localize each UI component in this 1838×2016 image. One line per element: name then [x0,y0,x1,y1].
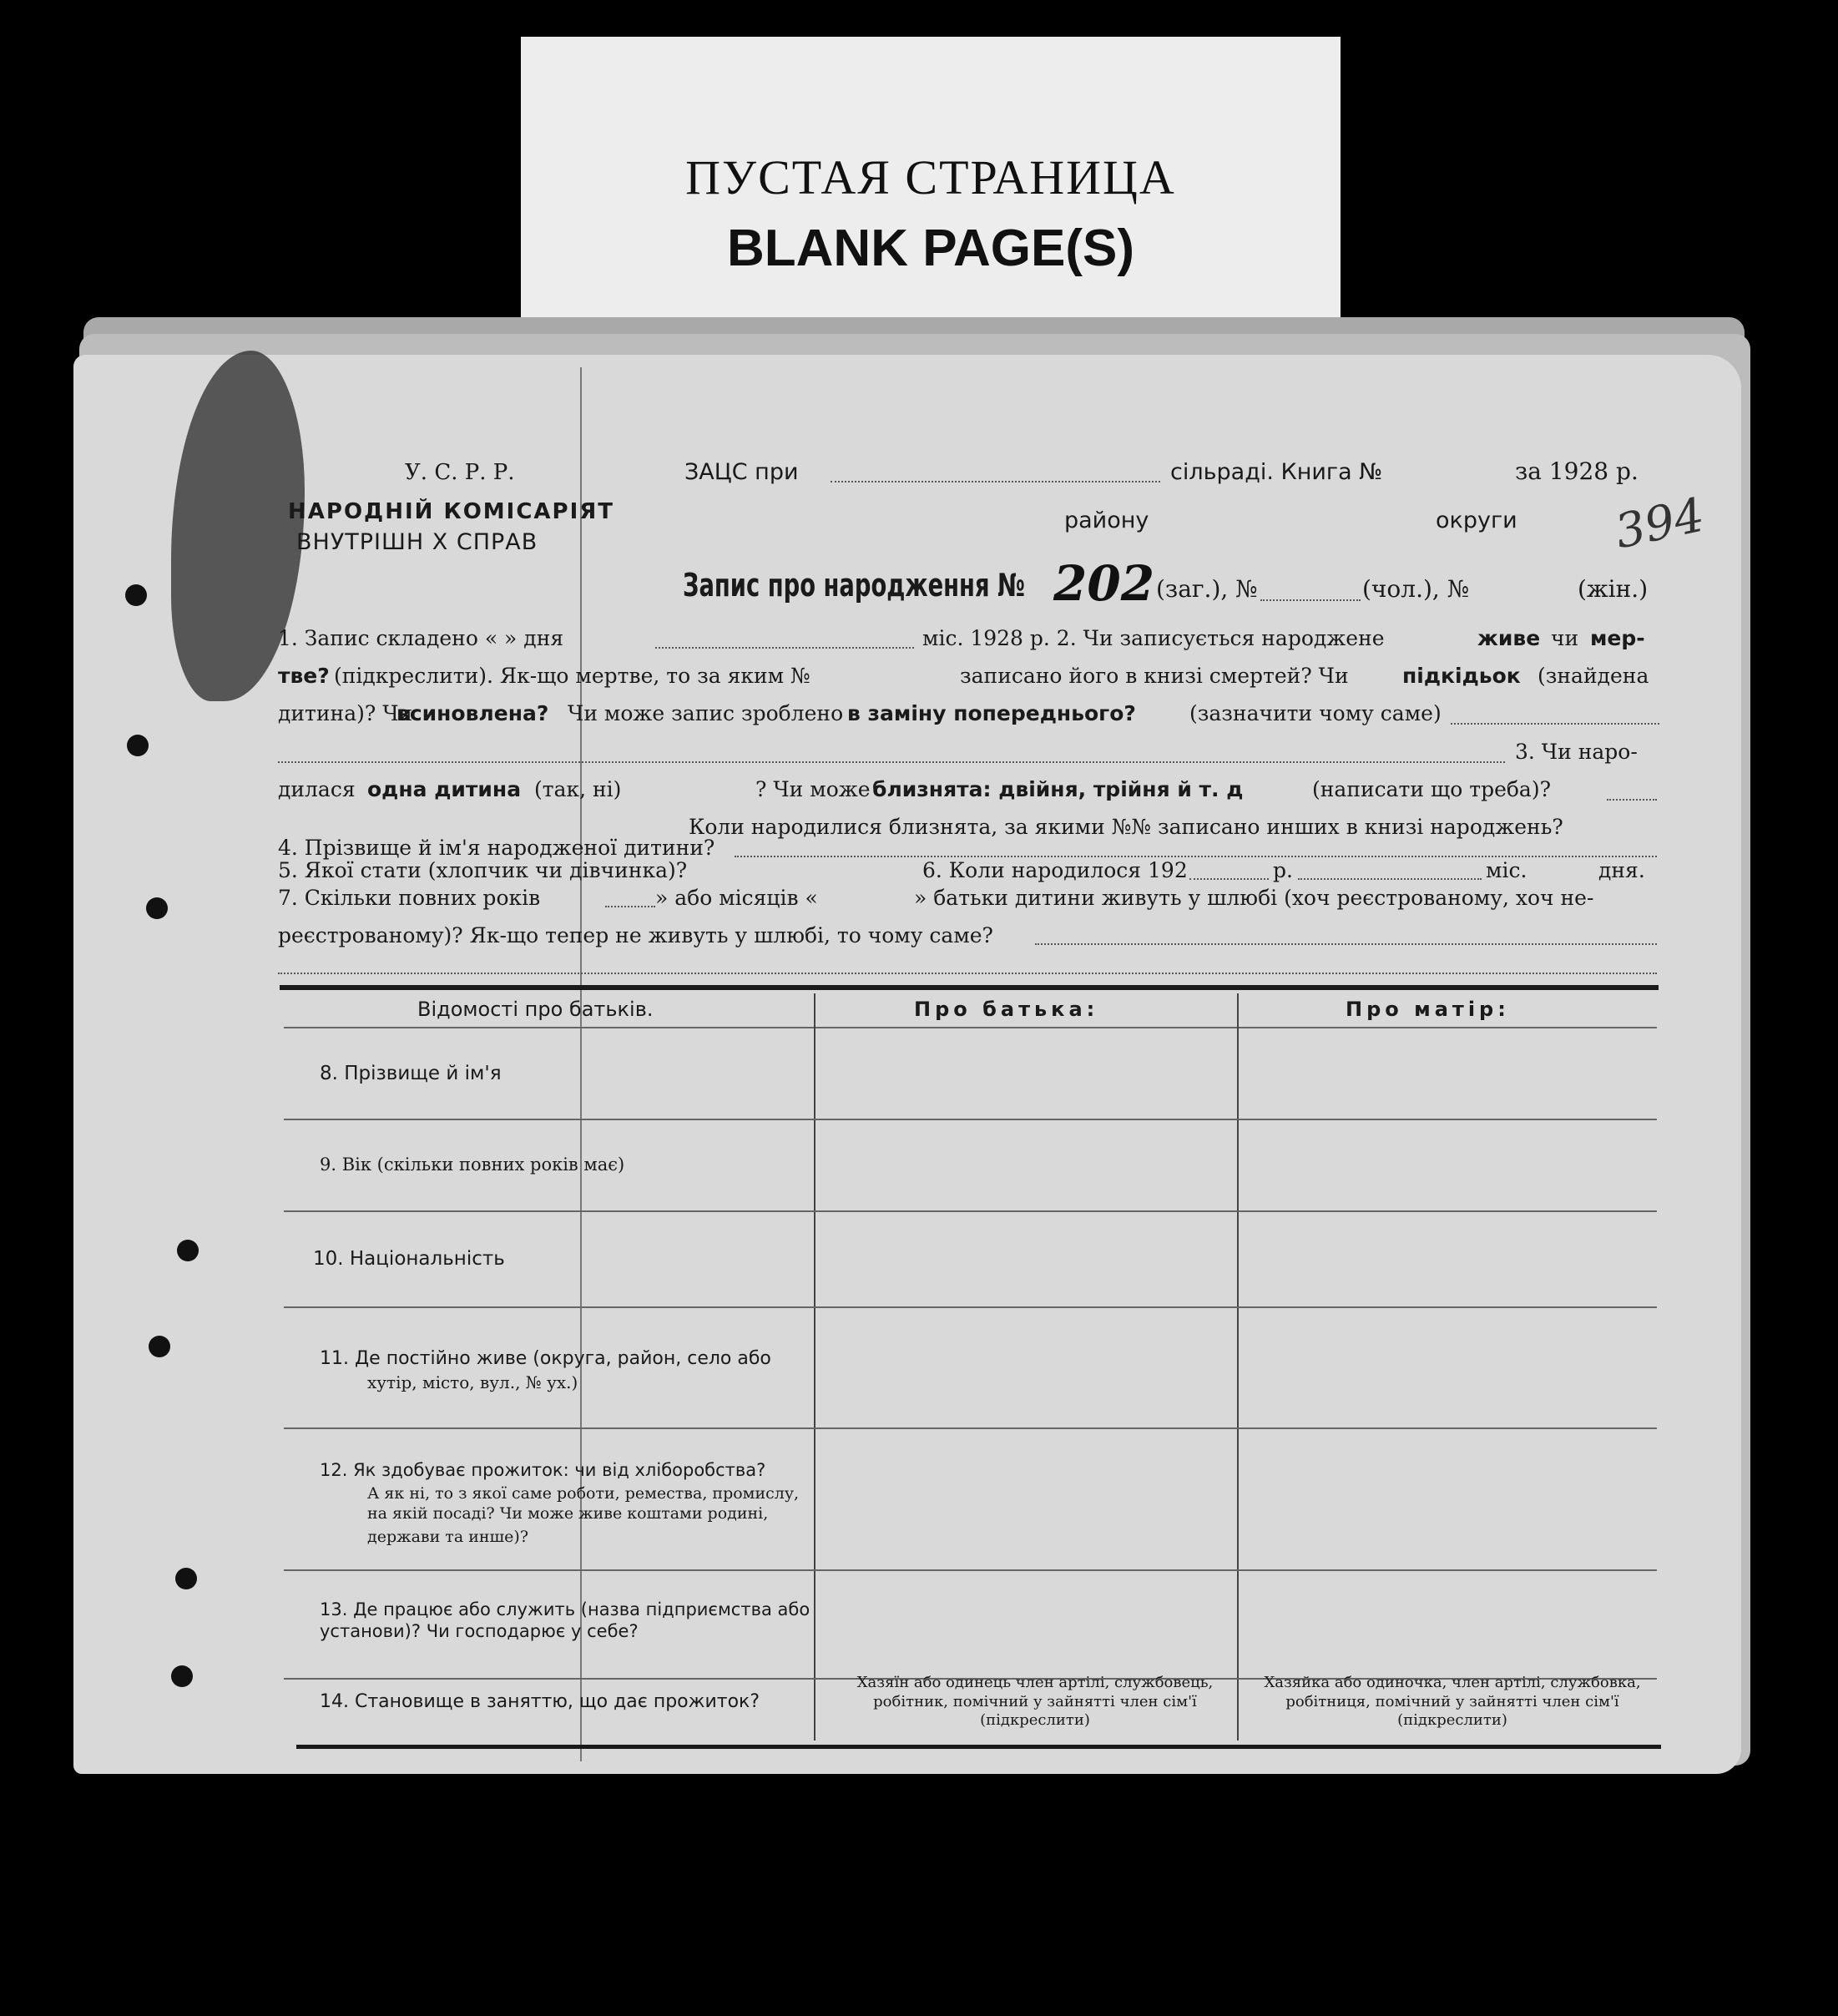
col-header-father: Про батька: [914,998,1099,1021]
q7-blank [1035,943,1657,945]
q2-dead-2: тве? [278,664,330,688]
q6-month-blank [1298,878,1482,880]
raion-label: району [1064,508,1149,533]
column-divider-1 [814,993,815,1741]
q3-start: 3. Чи наро- [1515,740,1638,764]
row-12-label-2: А як ні, то з якої саме роботи, ремества, промислу, на якій посаді? Чи може живе коштами родині, [367,1484,800,1523]
q2-dead-1: мер- [1590,626,1645,650]
q2-or: чи [1551,626,1579,650]
row-12-label-3: держави та инше)? [367,1528,529,1546]
q7-end: реєстрованому)? Як-що тепер не живуть у шлюбі, то чому саме? [278,923,993,947]
binding-hole [175,1568,197,1589]
q7-months: » або місяців « [655,886,818,910]
col-header-mother: Про матір: [1346,998,1510,1021]
q2-found: (знайдена [1538,664,1649,688]
record-chol: (чол.), № [1362,575,1470,603]
q3-blank [1607,799,1657,801]
q6-day: дня. [1598,858,1645,882]
commissariat-line-1: НАРОДНІЙ КОМІСАРІЯТ [288,499,615,524]
q2-why: (зазначити чому саме) [1189,701,1442,725]
q2-continuation-blank [278,761,1505,763]
q3-twins: близнята: двійня, трійня й т. д [872,777,1244,801]
q1-start: 1. Запис складено « » дня [278,626,564,650]
q2-why-blank [1451,723,1659,725]
q6: 6. Коли народилося 192 [922,858,1188,882]
q1-day-blank [655,647,914,649]
row-8-label: 8. Прізвище й ім'я [320,1063,502,1084]
record-title: Запис про народження № [683,567,1025,604]
column-divider-2 [1237,993,1239,1741]
binding-hole [149,1336,170,1357]
q4-blank [735,856,1657,857]
q7-start: 7. Скільки повних років [278,886,541,910]
row-12-label: 12. Як здобуває прожиток: чи від хліборобства? [320,1460,766,1480]
silradi-label: сільраді. Книга № [1170,459,1383,485]
table-top-rule [280,985,1659,990]
q2-replacement-prefix: Чи може запис зроблено [568,701,844,725]
q1-month: міс. 1928 р. 2. Чи записується народжене [922,626,1385,650]
q6-year-blank [1189,878,1269,880]
row-9-label: 9. Вік (скільки повних років має) [320,1155,625,1175]
q2-alive: живе [1477,626,1541,650]
col-header-info: Відомості про батьків. [417,998,654,1021]
record-number: 202 [1053,555,1155,612]
q2-if-dead: (підкреслити). Як-що мертве, то за яким № [334,664,810,688]
blank-page-slip [521,37,1341,356]
q3-twins-prefix: ? Чи може [755,777,871,801]
zag-blank [1260,599,1361,601]
row-10-label: 10. Національність [313,1248,505,1270]
binding-hole [125,584,147,606]
slip-text-en: BLANK PAGE(S) [727,220,1134,277]
row-14-label: 14. Становище в заняттю, що дає прожиток? [320,1691,760,1712]
row-11-label-2: хутір, місто, вул., № ух.) [367,1372,578,1392]
handwritten-page-number: 394 [1610,488,1709,560]
row-divider [284,1210,1657,1212]
row-divider [284,1306,1657,1308]
row-14-mother-options: Хазяйка або одиночка, член артілі, службовка, робітниця, помічний у зайнятті член сім'ї (підкреслити) [1264,1674,1641,1729]
binding-hole [146,897,168,919]
q3-yes-no: (так, ні) [534,777,622,801]
fold-line [580,367,582,1761]
q7-married: » батьки дитини живуть у шлюбі (хоч реєстрованому, хоч не- [914,886,1594,910]
binding-hole [171,1665,193,1687]
zags-label: ЗАЦС при [684,459,799,485]
q7-blank-2 [278,973,1657,974]
table-bottom-rule [296,1745,1661,1749]
row-11-label: 11. Де постійно живе (округа, район, село або [320,1348,771,1369]
q7-years-blank [605,906,655,907]
zags-blank [831,481,1160,483]
binding-hole [177,1240,199,1261]
q3-twins-book: Коли народилися близнята, за якими №№ записано инших в книзі народжень? [689,815,1563,839]
year-label: за 1928 р. [1515,457,1639,485]
row-divider [284,1569,1657,1571]
okrug-label: округи [1436,508,1517,533]
q3-born: дилася [278,777,356,801]
binding-hole [127,735,149,756]
row-divider [284,1119,1657,1120]
row-13-label: 13. Де працює або служить (назва підприємства або установи)? Чи господарює у себе? [320,1599,810,1642]
q2-foundling: підкідьок [1402,664,1521,688]
q4: 4. Прізвище й ім'я народженої дитини? [278,836,715,860]
q3-single: одна дитина [367,777,522,801]
row-14-father-options: Хазяїн або одинець член артілі, службовець, робітник, помічний у зайнятті член сім'ї (підкреслити) [856,1674,1214,1729]
commissariat-line-2: ВНУТРІШН Х СПРАВ [296,529,538,555]
record-zag: (заг.), № [1156,575,1258,603]
ussr-label: У. С. Р. Р. [405,460,515,485]
row-divider [284,1427,1657,1429]
header-divider [284,1027,1657,1028]
record-zhin: (жін.) [1578,575,1649,603]
q2-death-book: записано його в книзі смертей? Чи [960,664,1349,688]
q2-adopted: всиновлена? [396,701,549,725]
q6-r: р. [1273,858,1293,882]
slip-text-ru: ПУСТАЯ СТРАНИЦА [685,150,1176,205]
q2-child: дитина)? Чи [278,701,413,725]
q3-write: (написати що треба)? [1312,777,1551,801]
q5: 5. Якої стати (хлопчик чи дівчинка)? [278,858,688,882]
q6-month: міс. [1486,858,1527,882]
q2-replacement: в заміну попереднього? [847,701,1136,725]
